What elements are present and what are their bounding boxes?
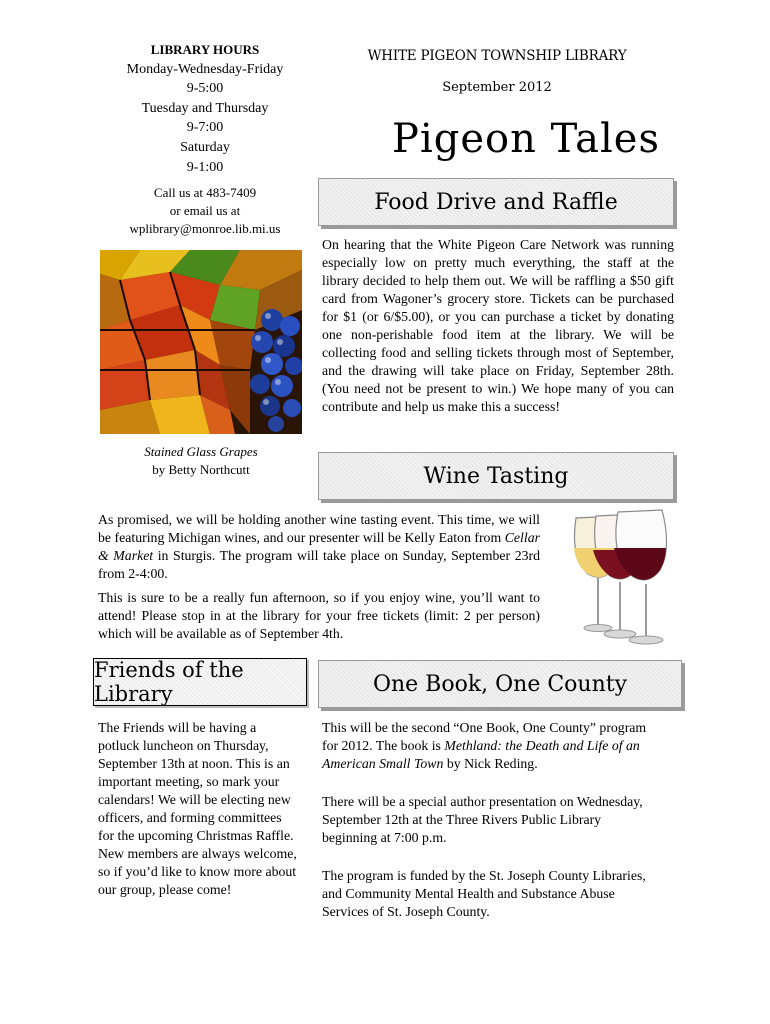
wine-tasting-heading — [318, 452, 674, 500]
wine-tasting-text: in Sturgis. The program will take place on Sunday, September 23rd from 2-4:00. — [98, 548, 540, 581]
artwork-title: Stained Glass Grapes — [144, 444, 258, 459]
friends-heading-text: Friends of the Library — [94, 658, 244, 706]
one-book-paragraph-2: There will be a special author presentation on Wednesday, September 12th at the Three Rivers Public Library beginning at 7:00 p.m. — [322, 794, 643, 845]
venue-name: Cellar & Market — [98, 530, 540, 563]
wine-tasting-article — [98, 511, 540, 643]
wine-tasting-text: As promised, we will be holding another wine tasting event. This time, we will be featuring Michigan wines, and our presenter will be Kelly Eaton from — [98, 512, 540, 545]
one-book-heading-text: One Book, One County — [372, 671, 628, 697]
artwork-author: by Betty Northcutt — [152, 462, 250, 477]
hours-line: Saturday — [180, 139, 230, 155]
library-hours — [100, 40, 310, 177]
hours-line: Monday-Wednesday-Friday — [126, 61, 284, 77]
friends-article — [98, 719, 300, 899]
newsletter-title: Pigeon Tales — [392, 116, 660, 162]
food-drive-heading-text: Food Drive and Raffle — [374, 189, 618, 215]
hours-line: 9-1:00 — [186, 159, 224, 175]
contact-info — [100, 184, 310, 238]
food-drive-heading — [318, 178, 674, 226]
book-title: Methland: the Death and Life of an American Small Town — [322, 738, 640, 771]
food-drive-article — [322, 236, 674, 416]
library-name: WHITE PIGEON TOWNSHIP LIBRARY — [367, 48, 627, 64]
contact-email: wplibrary@monroe.lib.mi.us — [129, 221, 281, 236]
one-book-text: This will be the second “One Book, One County” program for 2012. The book is — [322, 720, 647, 753]
artwork-caption — [100, 443, 302, 479]
wine-tasting-paragraph-2: This is sure to be a really fun afternoon, so if you enjoy wine, you’ll want to attend! Please stop in at the library for your free tickets (limit: 2 per person) which will be available as of September 4th. — [98, 590, 540, 641]
hours-line: 9-5:00 — [186, 81, 224, 97]
friends-heading — [93, 658, 307, 706]
food-drive-text: On hearing that the White Pigeon Care Network was running especially low on pretty much everything, the staff at the library decided to help them out. We will be raffling a $50 gift card from Wagoner’s grocery store. Tickets can be purchased for $1 (or 6/$5.00), or you can purchase a ticket by donating one non-perishable food item at the library. We will be collecting food and selling tickets through most of September, and the drawing will take place on Friday, September 28th. (You need not be present to win.) We hope many of you can contribute and help us make this a success! — [322, 237, 674, 414]
contact-email-intro: or email us at — [169, 203, 241, 218]
wine-glasses-image — [568, 508, 670, 646]
contact-phone: Call us at 483-7409 — [153, 185, 257, 200]
friends-text: The Friends will be having a potluck luncheon on Thursday, September 13th at noon. This is an important meeting, so mark your calendars! We will be electing new officers, and forming committees for the upcoming Christmas Raffle. New members are always welcome, so if you’d like to know more about our group, please come! — [98, 720, 297, 897]
hours-line: 9-7:00 — [186, 120, 224, 136]
hours-line: Tuesday and Thursday — [141, 100, 269, 116]
wine-tasting-paragraph-1 — [98, 511, 540, 583]
one-book-paragraph-3: The program is funded by the St. Joseph County Libraries, and Community Mental Health and Substance Abuse Services of St. Joseph County. — [322, 868, 646, 919]
hours-heading: LIBRARY HOURS — [150, 42, 260, 57]
one-book-paragraph-1 — [322, 719, 652, 773]
wine-tasting-heading-text: Wine Tasting — [423, 463, 569, 489]
issue-date: September 2012 — [442, 80, 552, 95]
stained-glass-grapes-image — [100, 250, 302, 434]
one-book-article — [322, 719, 652, 921]
one-book-heading — [318, 660, 682, 708]
one-book-text: by Nick Reding. — [443, 756, 538, 771]
